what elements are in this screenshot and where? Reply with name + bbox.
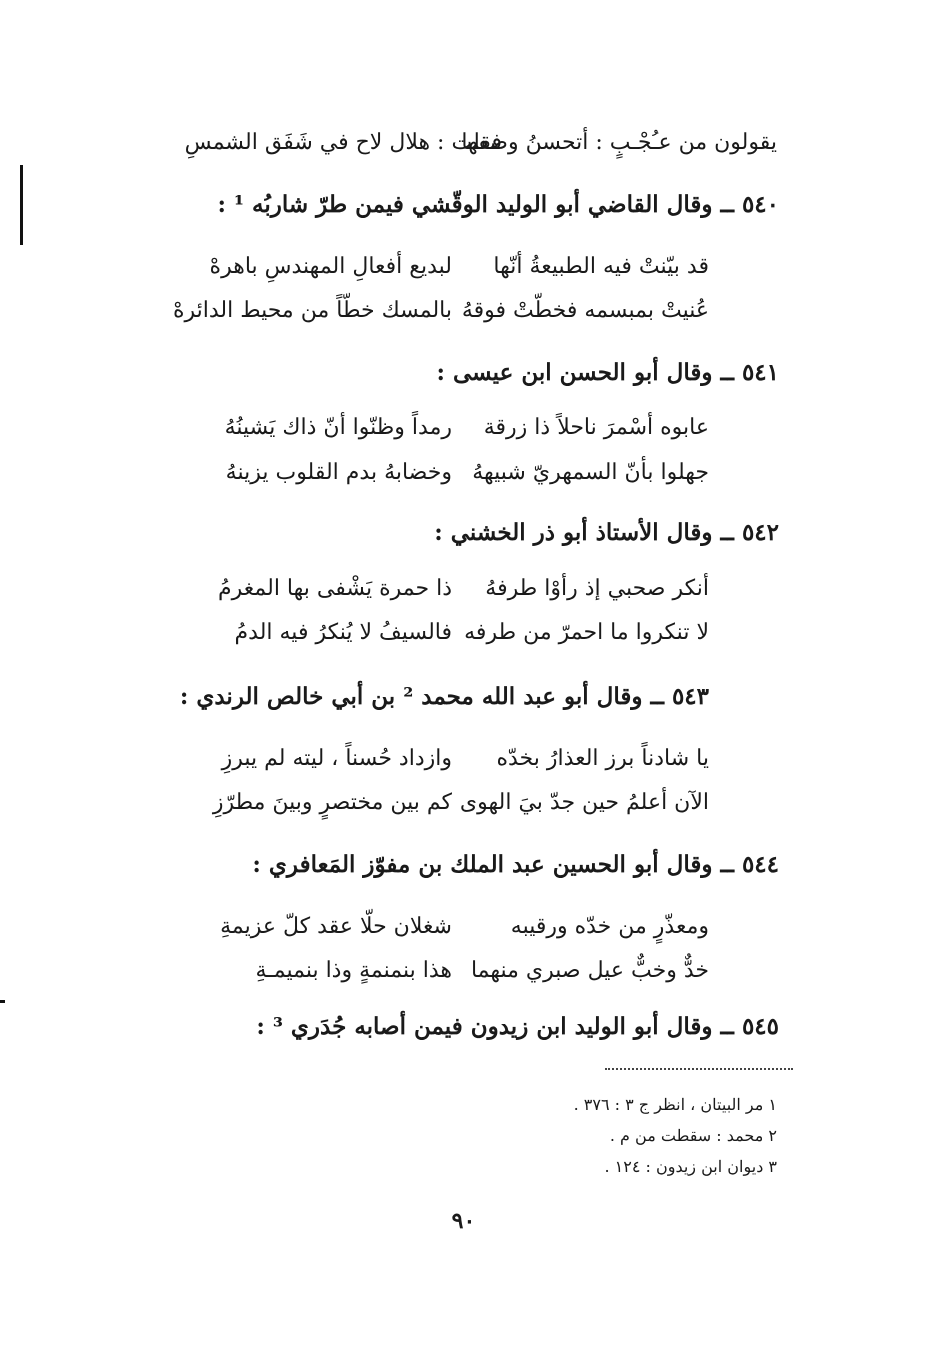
- verse-hemistich-first: الآن أعلمُ حين جدّ بيَ الهوى: [459, 790, 709, 815]
- verse-hemistich-second: شغلان حلّا عقد كلّ عزيمةِ: [220, 914, 452, 939]
- verse-hemistich-first: جهلوا بأنّ السمهريّ شبيههُ: [472, 460, 709, 485]
- verse-hemistich-second: فقلت : هلال لاح في شَفَق الشمسِ: [184, 130, 502, 155]
- verse-hemistich-first: أنكر صحبي إذ رأوْا طرفهُ: [485, 576, 709, 601]
- verse-hemistich-second: كم بين مختصرٍ وبينَ مطرّزِ: [212, 790, 452, 815]
- scan-mark: [20, 165, 23, 245]
- verse-hemistich-second: بالمسك خطّاً من محيط الدائرهْ: [172, 298, 452, 323]
- footnote: ٣ ديوان ابن زيدون : ١٢٤ .: [604, 1157, 777, 1176]
- verse-hemistich-second: لبديع أفعالِ المهندسِ باهرهْ: [209, 254, 452, 279]
- verse-hemistich-first: يقولون من عـُجْـبٍ : أتحسنُ وصفها: [461, 130, 777, 155]
- scan-mark: [0, 1000, 5, 1003]
- verse-hemistich-second: هذا بنمنمةٍ وذا بنميمـةِ: [255, 958, 452, 983]
- footnote: ٢ محمد : سقطت من م .: [609, 1126, 777, 1145]
- entry-heading: ٥٤١ ــ وقال أبو الحسن ابن عيسى :: [436, 359, 779, 386]
- entry-heading: ٥٤٣ ــ وقال أبو عبد الله محمد ² بن أبي خالص الرندي :: [179, 683, 709, 710]
- verse-hemistich-first: قد بيّنتْ فيه الطبيعةُ أنّها: [493, 254, 709, 279]
- page-number: ٩٠: [451, 1208, 476, 1234]
- verse-hemistich-first: خدٌّ وخبٌّ عيل صبري منهما: [470, 958, 709, 983]
- entry-heading: ٥٤٢ ــ وقال الأستاذ أبو ذر الخشني :: [434, 519, 779, 546]
- verse-hemistich-second: وخضابهُ بدم القلوب يزينهُ: [225, 460, 452, 485]
- verse-hemistich-first: يا شادناً برز العذارُ بخدّه: [496, 746, 709, 771]
- entry-heading: ٥٤٥ ــ وقال أبو الوليد ابن زيدون فيمن أصابه جُدَري ³ :: [256, 1013, 779, 1040]
- footnote: ١ مر البيتان ، انظر ج ٣ : ٣٧٦ .: [573, 1095, 777, 1114]
- verse-hemistich-second: ذا حمرة يَشْفى بها المغرمُ: [218, 576, 452, 601]
- verse-hemistich-first: ومعذّرٍ من خدّه ورقيبه: [510, 914, 709, 939]
- verse-hemistich-first: عابوه أسْمرَ ناحلاً ذا زرقة: [483, 415, 709, 440]
- verse-hemistich-second: رمداً وظنّوا أنّ ذاك يَشينُهُ: [224, 415, 452, 440]
- verse-hemistich-second: وازداد حُسناً ، ليته لم يبرزِ: [221, 746, 452, 771]
- entry-heading: ٥٤٤ ــ وقال أبو الحسين عبد الملك بن مفوّز المَعافري :: [252, 851, 779, 878]
- verse-hemistich-second: فالسيفُ لا يُنكرُ فيه الدمُ: [234, 620, 452, 645]
- entry-heading: ٥٤٠ ــ وقال القاضي أبو الوليد الوقّشي فيمن طرّ شاربُه ¹ :: [217, 191, 779, 218]
- verse-hemistich-first: عُنيتْ بمبسمه فخطّتْ فوقهُ: [461, 298, 709, 323]
- verse-hemistich-first: لا تنكروا ما احمرّ من طرفه: [464, 620, 709, 645]
- footnote-divider: [605, 1068, 793, 1070]
